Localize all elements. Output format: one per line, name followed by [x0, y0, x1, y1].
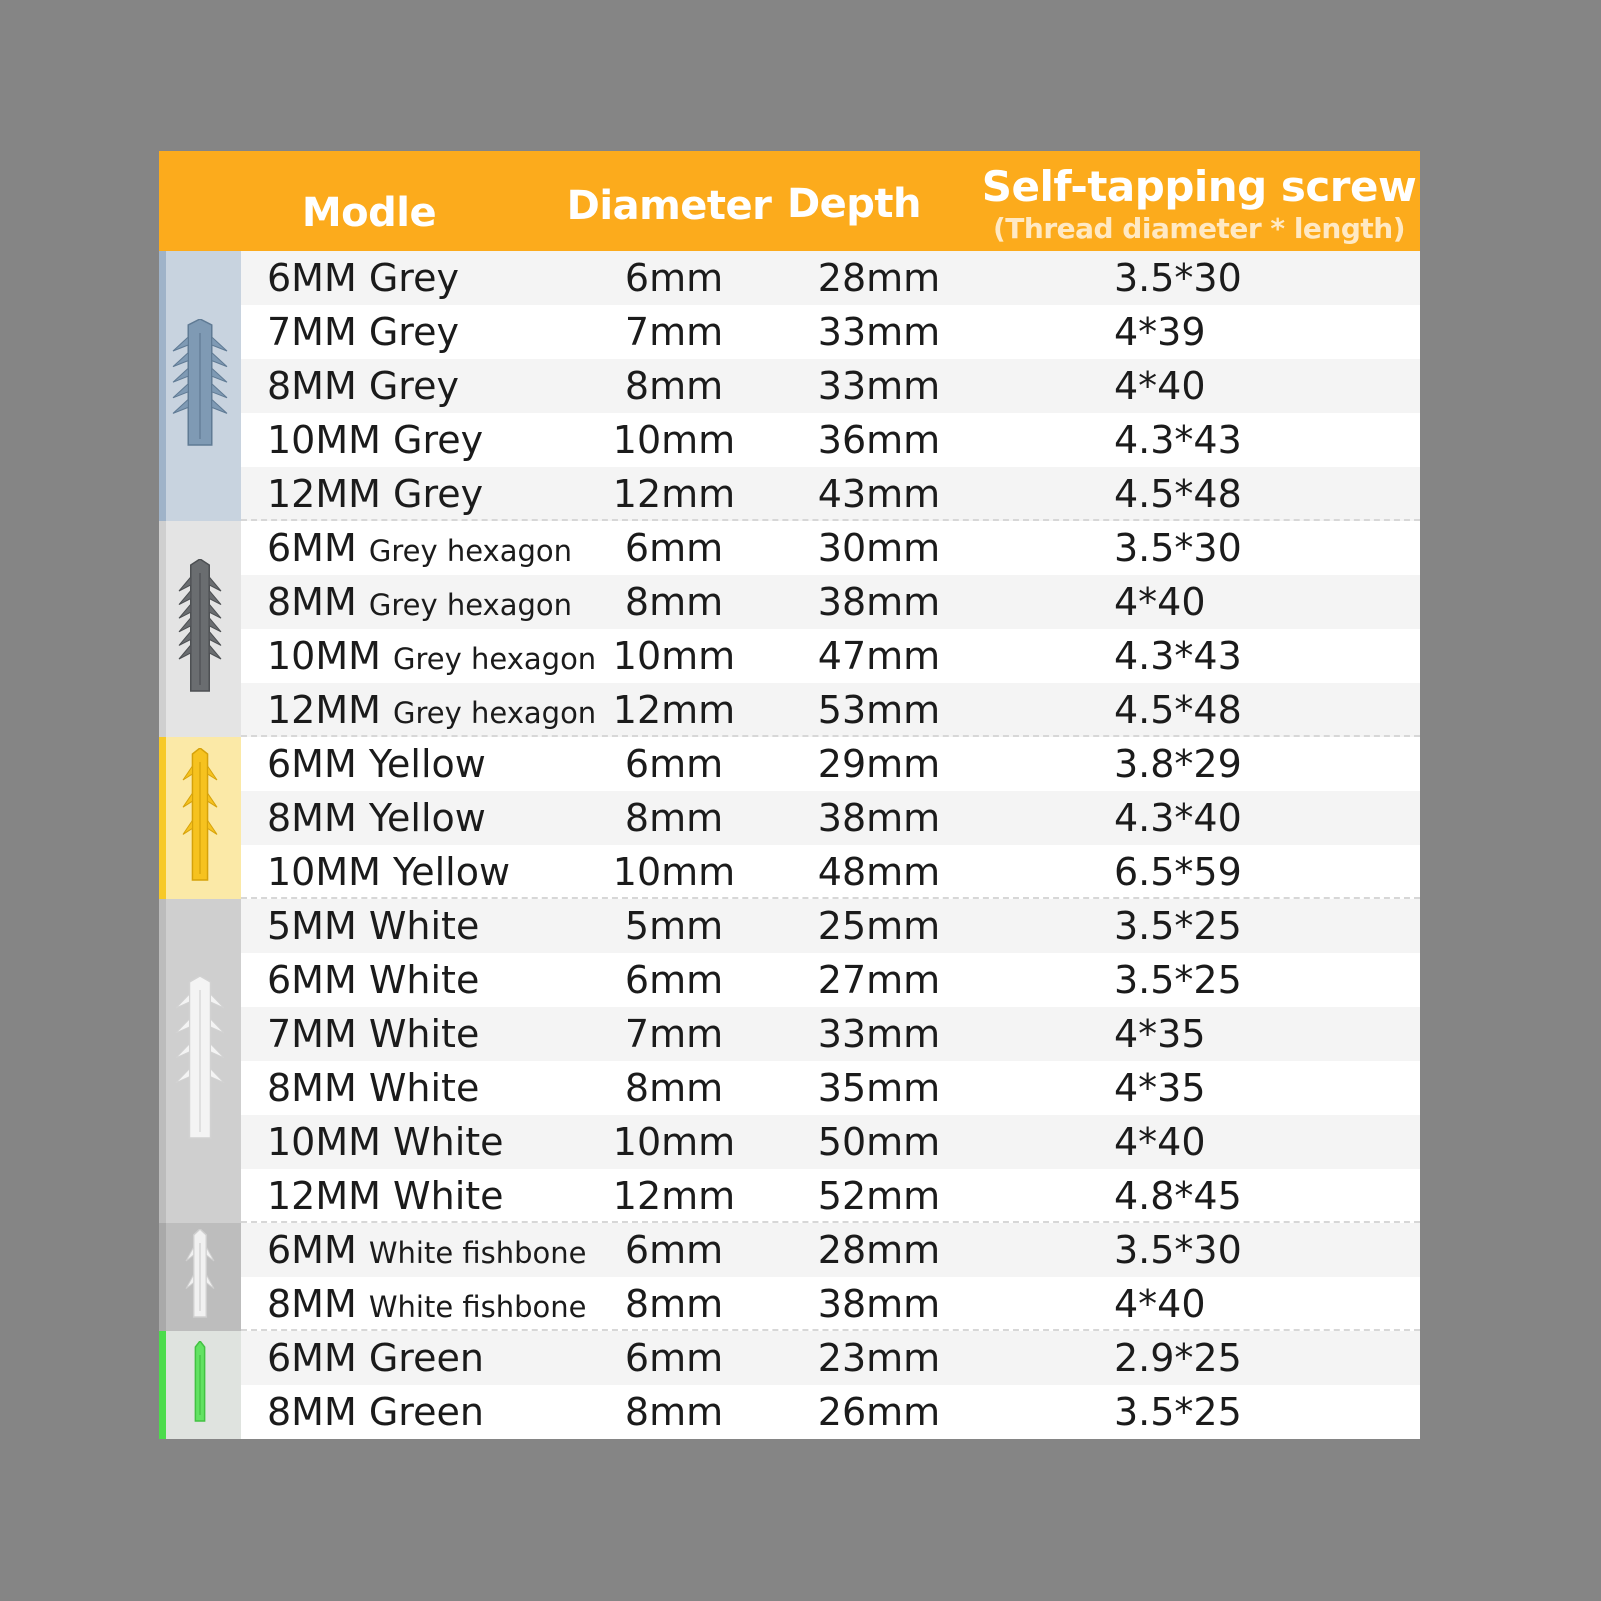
band-accent: [159, 737, 166, 899]
table-row: [159, 629, 1420, 683]
model-type: Green: [368, 1390, 484, 1434]
anchor-image-white: [159, 899, 241, 1223]
cell-screw: 4*40: [1114, 580, 1206, 624]
cell-diameter: 6mm: [624, 958, 724, 1002]
table-row: [159, 251, 1420, 305]
cell-diameter: 8mm: [624, 1282, 724, 1326]
cell-diameter: 12mm: [612, 688, 736, 732]
cell-screw: 3.5*25: [1114, 1390, 1242, 1434]
cell-diameter: 8mm: [624, 580, 724, 624]
table-row: [159, 1277, 1420, 1331]
cell-model: [267, 251, 459, 305]
model-type: Grey hexagon: [368, 588, 572, 622]
cell-depth: 38mm: [817, 796, 941, 840]
cell-depth: 53mm: [817, 688, 941, 732]
cell-model: [267, 1223, 587, 1277]
cell-diameter: 5mm: [624, 904, 724, 948]
cell-diameter: 6mm: [624, 1228, 724, 1272]
cell-depth: 52mm: [817, 1174, 941, 1218]
table-row: [159, 521, 1420, 575]
table-row: [159, 359, 1420, 413]
model-size: 12MM: [267, 472, 381, 516]
cell-depth: 26mm: [817, 1390, 941, 1434]
cell-diameter: 10mm: [612, 418, 736, 462]
white-fishbone-anchor-icon: [185, 1229, 215, 1325]
cell-model: [267, 305, 459, 359]
spec-table: [159, 151, 1420, 1434]
anchor-image-white-fishbone: [159, 1223, 241, 1331]
band-accent: [159, 251, 166, 521]
cell-depth: 33mm: [817, 310, 941, 354]
header-screw-title: Self-tapping screw: [981, 162, 1417, 211]
anchor-image-grey: [159, 251, 241, 521]
band-accent: [159, 521, 166, 737]
cell-depth: 38mm: [817, 1282, 941, 1326]
model-size: 10MM: [267, 850, 381, 894]
cell-model: [267, 1007, 479, 1061]
green-wall-anchor-icon: [189, 1341, 211, 1429]
cell-diameter: 10mm: [612, 634, 736, 678]
model-type: Grey hexagon: [393, 642, 597, 676]
model-type: White: [368, 1066, 480, 1110]
cell-model: [267, 953, 479, 1007]
cell-diameter: 6mm: [624, 526, 724, 570]
cell-diameter: 12mm: [612, 472, 736, 516]
cell-depth: 48mm: [817, 850, 941, 894]
cell-depth: 25mm: [817, 904, 941, 948]
model-type: White: [368, 904, 480, 948]
header-model: Modle: [301, 190, 437, 236]
table-row: [159, 845, 1420, 899]
cell-depth: 38mm: [817, 580, 941, 624]
cell-screw: 4.5*48: [1114, 472, 1242, 516]
model-type: White: [368, 958, 480, 1002]
white-wall-anchor-icon: [175, 976, 225, 1146]
cell-screw: 4*35: [1114, 1066, 1206, 1110]
model-type: Grey hexagon: [368, 534, 572, 568]
cell-diameter: 10mm: [612, 850, 736, 894]
model-size: 10MM: [267, 1120, 381, 1164]
model-type: Yellow: [368, 742, 486, 786]
cell-depth: 23mm: [817, 1336, 941, 1380]
model-type: Grey: [393, 418, 484, 462]
model-type: White: [393, 1120, 504, 1164]
table-row: [159, 1169, 1420, 1223]
anchor-image-grey-hexagon: [159, 521, 241, 737]
cell-screw: 2.9*25: [1114, 1336, 1242, 1380]
table-body: [159, 251, 1420, 1439]
cell-screw: 4.5*48: [1114, 688, 1242, 732]
cell-screw: 4.8*45: [1114, 1174, 1242, 1218]
grey-wall-anchor-icon: [172, 319, 228, 453]
table-row: [159, 1223, 1420, 1277]
model-size: 8MM: [267, 796, 357, 840]
model-type: Grey: [368, 364, 459, 408]
cell-diameter: 7mm: [624, 1012, 724, 1056]
model-type: Yellow: [368, 796, 486, 840]
cell-diameter: 10mm: [612, 1120, 736, 1164]
cell-screw: 4.3*43: [1114, 634, 1242, 678]
model-size: 6MM: [267, 1228, 357, 1272]
cell-screw: 3.5*25: [1114, 904, 1242, 948]
table-row: [159, 1331, 1420, 1385]
table-row: [159, 1115, 1420, 1169]
cell-depth: 36mm: [817, 418, 941, 462]
model-type: Grey: [393, 472, 484, 516]
table-row: [159, 683, 1420, 737]
cell-model: [267, 791, 486, 845]
table-row: [159, 1385, 1420, 1439]
yellow-wall-anchor-icon: [182, 748, 218, 888]
model-size: 8MM: [267, 1282, 357, 1326]
table-row: [159, 305, 1420, 359]
cell-depth: 27mm: [817, 958, 941, 1002]
table-row: [159, 413, 1420, 467]
cell-screw: 3.8*29: [1114, 742, 1242, 786]
band-accent: [159, 899, 166, 1223]
cell-screw: 6.5*59: [1114, 850, 1242, 894]
model-size: 12MM: [267, 1174, 381, 1218]
cell-model: [267, 467, 483, 521]
model-size: 8MM: [267, 364, 357, 408]
cell-diameter: 7mm: [624, 310, 724, 354]
model-size: 6MM: [267, 1336, 357, 1380]
table-row: [159, 791, 1420, 845]
table-row: [159, 467, 1420, 521]
cell-diameter: 8mm: [624, 796, 724, 840]
cell-depth: 28mm: [817, 1228, 941, 1272]
model-size: 8MM: [267, 580, 357, 624]
cell-model: [267, 359, 459, 413]
model-type: Grey hexagon: [393, 696, 597, 730]
cell-screw: 3.5*30: [1114, 1228, 1242, 1272]
cell-depth: 30mm: [817, 526, 941, 570]
cell-model: [267, 1061, 479, 1115]
cell-diameter: 6mm: [624, 256, 724, 300]
cell-model: [267, 1115, 504, 1169]
model-size: 8MM: [267, 1390, 357, 1434]
cell-depth: 47mm: [817, 634, 941, 678]
cell-depth: 33mm: [817, 364, 941, 408]
cell-model: [267, 629, 596, 683]
table-header: [159, 151, 1420, 251]
table-row: [159, 575, 1420, 629]
table-row: [159, 737, 1420, 791]
model-size: 6MM: [267, 958, 357, 1002]
header-screw-subtitle: (Thread diameter * length): [992, 212, 1406, 245]
table-row: [159, 1007, 1420, 1061]
header-depth: Depth: [786, 181, 922, 227]
model-type: White fishbone: [368, 1290, 587, 1324]
cell-model: [267, 845, 510, 899]
table-row: [159, 899, 1420, 953]
cell-diameter: 6mm: [624, 742, 724, 786]
anchor-image-yellow: [159, 737, 241, 899]
model-size: 6MM: [267, 526, 357, 570]
model-type: White: [393, 1174, 504, 1218]
cell-depth: 29mm: [817, 742, 941, 786]
cell-model: [267, 521, 572, 575]
cell-model: [267, 1385, 484, 1439]
cell-screw: 3.5*25: [1114, 958, 1242, 1002]
cell-screw: 4*35: [1114, 1012, 1206, 1056]
cell-diameter: 8mm: [624, 1066, 724, 1110]
model-type: White fishbone: [368, 1236, 587, 1270]
dark-grey-hexagon-anchor-icon: [178, 559, 222, 699]
cell-screw: 4*40: [1114, 364, 1206, 408]
cell-model: [267, 1169, 504, 1223]
model-size: 8MM: [267, 1066, 357, 1110]
cell-diameter: 6mm: [624, 1336, 724, 1380]
cell-depth: 43mm: [817, 472, 941, 516]
cell-model: [267, 575, 572, 629]
anchor-image-green: [159, 1331, 241, 1439]
cell-diameter: 12mm: [612, 1174, 736, 1218]
cell-depth: 50mm: [817, 1120, 941, 1164]
model-size: 10MM: [267, 634, 381, 678]
table-row: [159, 953, 1420, 1007]
cell-screw: 4*40: [1114, 1282, 1206, 1326]
cell-screw: 3.5*30: [1114, 526, 1242, 570]
model-size: 12MM: [267, 688, 381, 732]
cell-model: [267, 737, 486, 791]
cell-screw: 4.3*43: [1114, 418, 1242, 462]
model-type: Green: [368, 1336, 484, 1380]
cell-model: [267, 413, 483, 467]
cell-depth: 33mm: [817, 1012, 941, 1056]
model-size: 5MM: [267, 904, 357, 948]
cell-model: [267, 683, 596, 737]
model-size: 10MM: [267, 418, 381, 462]
cell-screw: 4.3*40: [1114, 796, 1242, 840]
model-type: Grey: [368, 310, 459, 354]
table-row: [159, 1061, 1420, 1115]
cell-screw: 3.5*30: [1114, 256, 1242, 300]
cell-diameter: 8mm: [624, 1390, 724, 1434]
model-size: 6MM: [267, 742, 357, 786]
model-type: White: [368, 1012, 480, 1056]
band-accent: [159, 1331, 166, 1439]
cell-diameter: 8mm: [624, 364, 724, 408]
cell-screw: 4*39: [1114, 310, 1206, 354]
header-screw: [979, 151, 1419, 251]
model-type: Grey: [368, 256, 459, 300]
model-size: 7MM: [267, 310, 357, 354]
cell-depth: 35mm: [817, 1066, 941, 1110]
header-diameter: Diameter: [566, 183, 772, 229]
model-size: 7MM: [267, 1012, 357, 1056]
band-accent: [159, 1223, 166, 1331]
cell-model: [267, 899, 479, 953]
cell-screw: 4*40: [1114, 1120, 1206, 1164]
model-type: Yellow: [393, 850, 511, 894]
cell-depth: 28mm: [817, 256, 941, 300]
cell-model: [267, 1277, 587, 1331]
model-size: 6MM: [267, 256, 357, 300]
cell-model: [267, 1331, 484, 1385]
